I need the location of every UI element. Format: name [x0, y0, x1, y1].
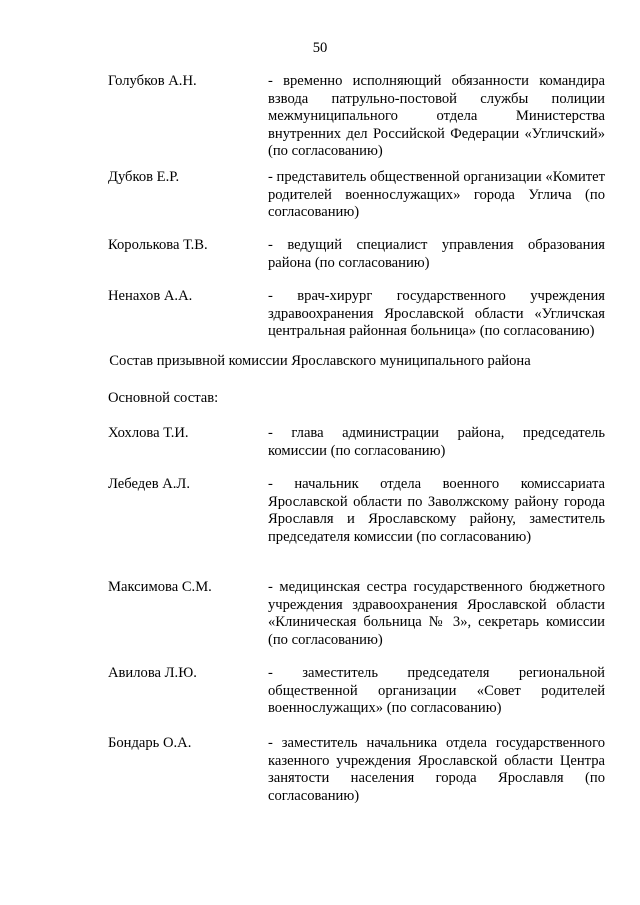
member-description: - ведущий специалист управления образования района (по согласованию) — [268, 237, 605, 271]
member-name: Королькова Т.В. — [108, 237, 208, 253]
member-name: Максимова С.М. — [108, 579, 212, 595]
member-description: - глава администрации района, председатель комиссии (по согласованию) — [268, 425, 605, 459]
section-heading: Состав призывной комиссии Ярославского муниципального района — [109, 353, 531, 369]
member-name: Голубков А.Н. — [108, 73, 197, 89]
member-description: - медицинская сестра государственного бюджетного учреждения здравоохранения Ярославской области «Клиническая больница № 3», секретарь комиссии (по согласованию) — [268, 579, 605, 648]
member-name: Лебедев А.Л. — [108, 476, 190, 492]
member-name: Ненахов А.А. — [108, 288, 193, 304]
page-number: 50 — [312, 40, 328, 56]
member-name: Дубков Е.Р. — [108, 169, 180, 185]
member-name: Бондарь О.А. — [108, 735, 192, 751]
member-description: - представитель общественной организации «Комитет родителей военнослужащих» города Углича (по согласованию) — [268, 169, 605, 221]
subheading: Основной состав: — [108, 390, 219, 406]
member-description: - врач-хирург государственного учреждения здравоохранения Ярославской области «Угличская центральная районная больница» (по согласованию) — [268, 288, 605, 340]
member-name: Авилова Л.Ю. — [108, 665, 197, 681]
member-description: - начальник отдела военного комиссариата Ярославской области по Заволжскому району города Ярославля и Ярославскому району, заместитель председателя комиссии (по согласованию) — [268, 476, 605, 545]
member-name: Хохлова Т.И. — [108, 425, 189, 441]
member-description: - заместитель председателя региональной общественной организации «Совет родителей военнослужащих» (по согласованию) — [268, 665, 605, 717]
member-description: - временно исполняющий обязанности командира взвода патрульно-постовой службы полиции межмуниципального отдела Министерства внутренних дел Российской Федерации «Угличский» (по согласованию) — [268, 73, 605, 160]
member-description: - заместитель начальника отдела государственного казенного учреждения Ярославской области Центра занятости населения города Ярославля (по согласованию) — [268, 735, 605, 804]
